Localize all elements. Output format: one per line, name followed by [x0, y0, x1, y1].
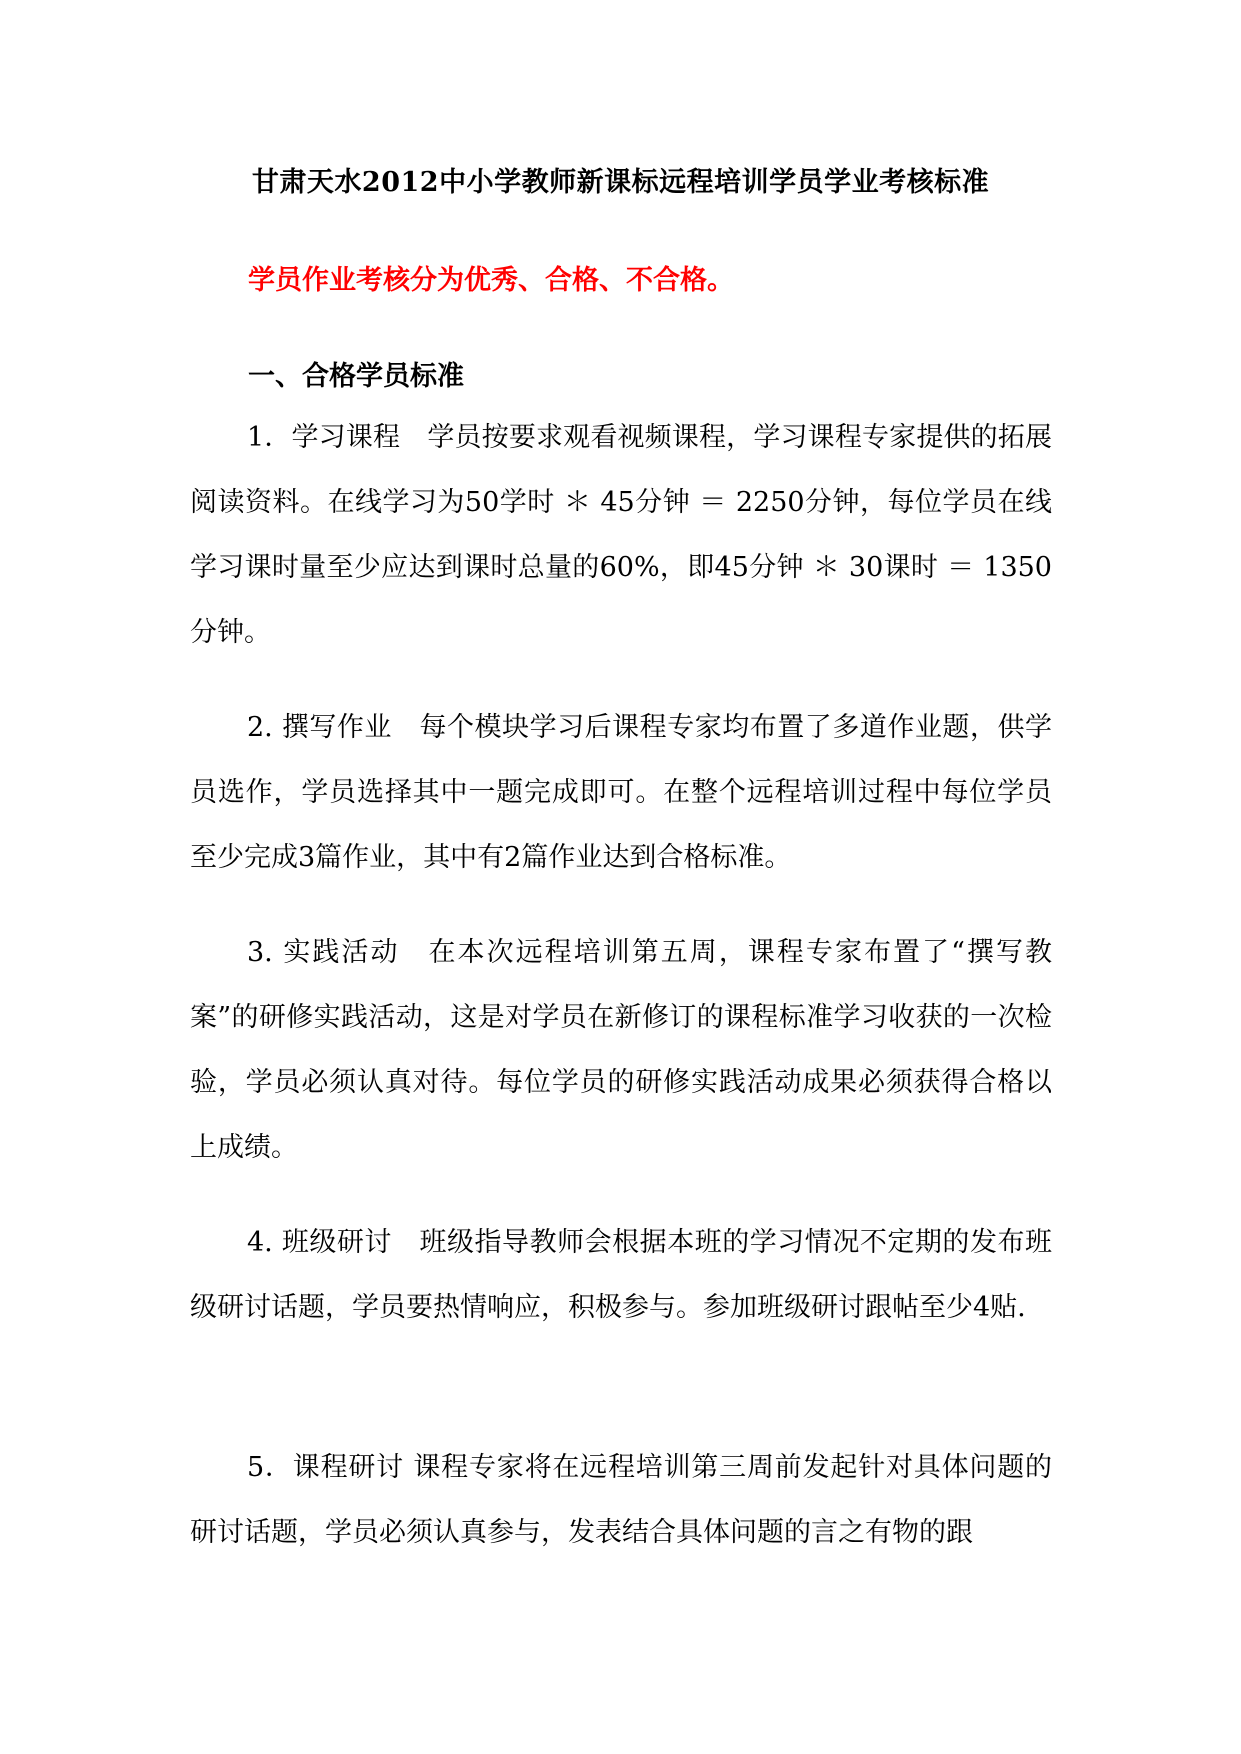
item-practice-activity: [190, 920, 1052, 1180]
item-label: 5．课程研讨: [247, 1452, 414, 1483]
item-write-assignments: [190, 695, 1052, 890]
item-label: 1．学习课程: [247, 422, 428, 453]
item-text: 课程专家将在远程培训第三周前发起针对具体问题的研讨话题，学员必须认真参与，发表结合具体问题的言之有物的跟: [190, 1452, 1053, 1548]
document-title: 甘肃天水2012中小学教师新课标远程培训学员学业考核标准: [251, 167, 990, 198]
assessment-notice: 学员作业考核分为优秀、合格、不合格。: [248, 265, 734, 296]
item-text: 班级指导教师会根据本班的学习情况不定期的发布班级研讨话题，学员要热情响应，积极参与。参加班级研讨跟帖至少4贴.: [190, 1227, 1052, 1323]
item-label: 4. 班级研讨: [247, 1227, 420, 1258]
item-text: 学员按要求观看视频课程，学习课程专家提供的拓展阅读资料。在线学习为50学时 ＊ 45分钟 ＝ 2250分钟，每位学员在线学习课时量至少应达到课时总量的60%，即45分钟 ＊ 30课时 ＝ 1350分钟。: [190, 422, 1052, 648]
item-class-discussion: [190, 1210, 1052, 1340]
section-heading: 一、合格学员标准: [248, 361, 464, 392]
item-course-discussion: [190, 1435, 1052, 1565]
item-text: 每个模块学习后课程专家均布置了多道作业题，供学员选作，学员选择其中一题完成即可。在整个远程培训过程中每位学员至少完成3篇作业，其中有2篇作业达到合格标准。: [190, 712, 1052, 873]
item-label: 3. 实践活动: [247, 937, 429, 968]
item-study-courses: [190, 405, 1052, 665]
item-text: 在本次远程培训第五周，课程专家布置了“撰写教案”的研修实践活动，这是对学员在新修订的课程标准学习收获的一次检验，学员必须认真对待。每位学员的研修实践活动成果必须获得合格以上成绩。: [190, 937, 1052, 1163]
item-label: 2. 撰写作业: [247, 712, 420, 743]
